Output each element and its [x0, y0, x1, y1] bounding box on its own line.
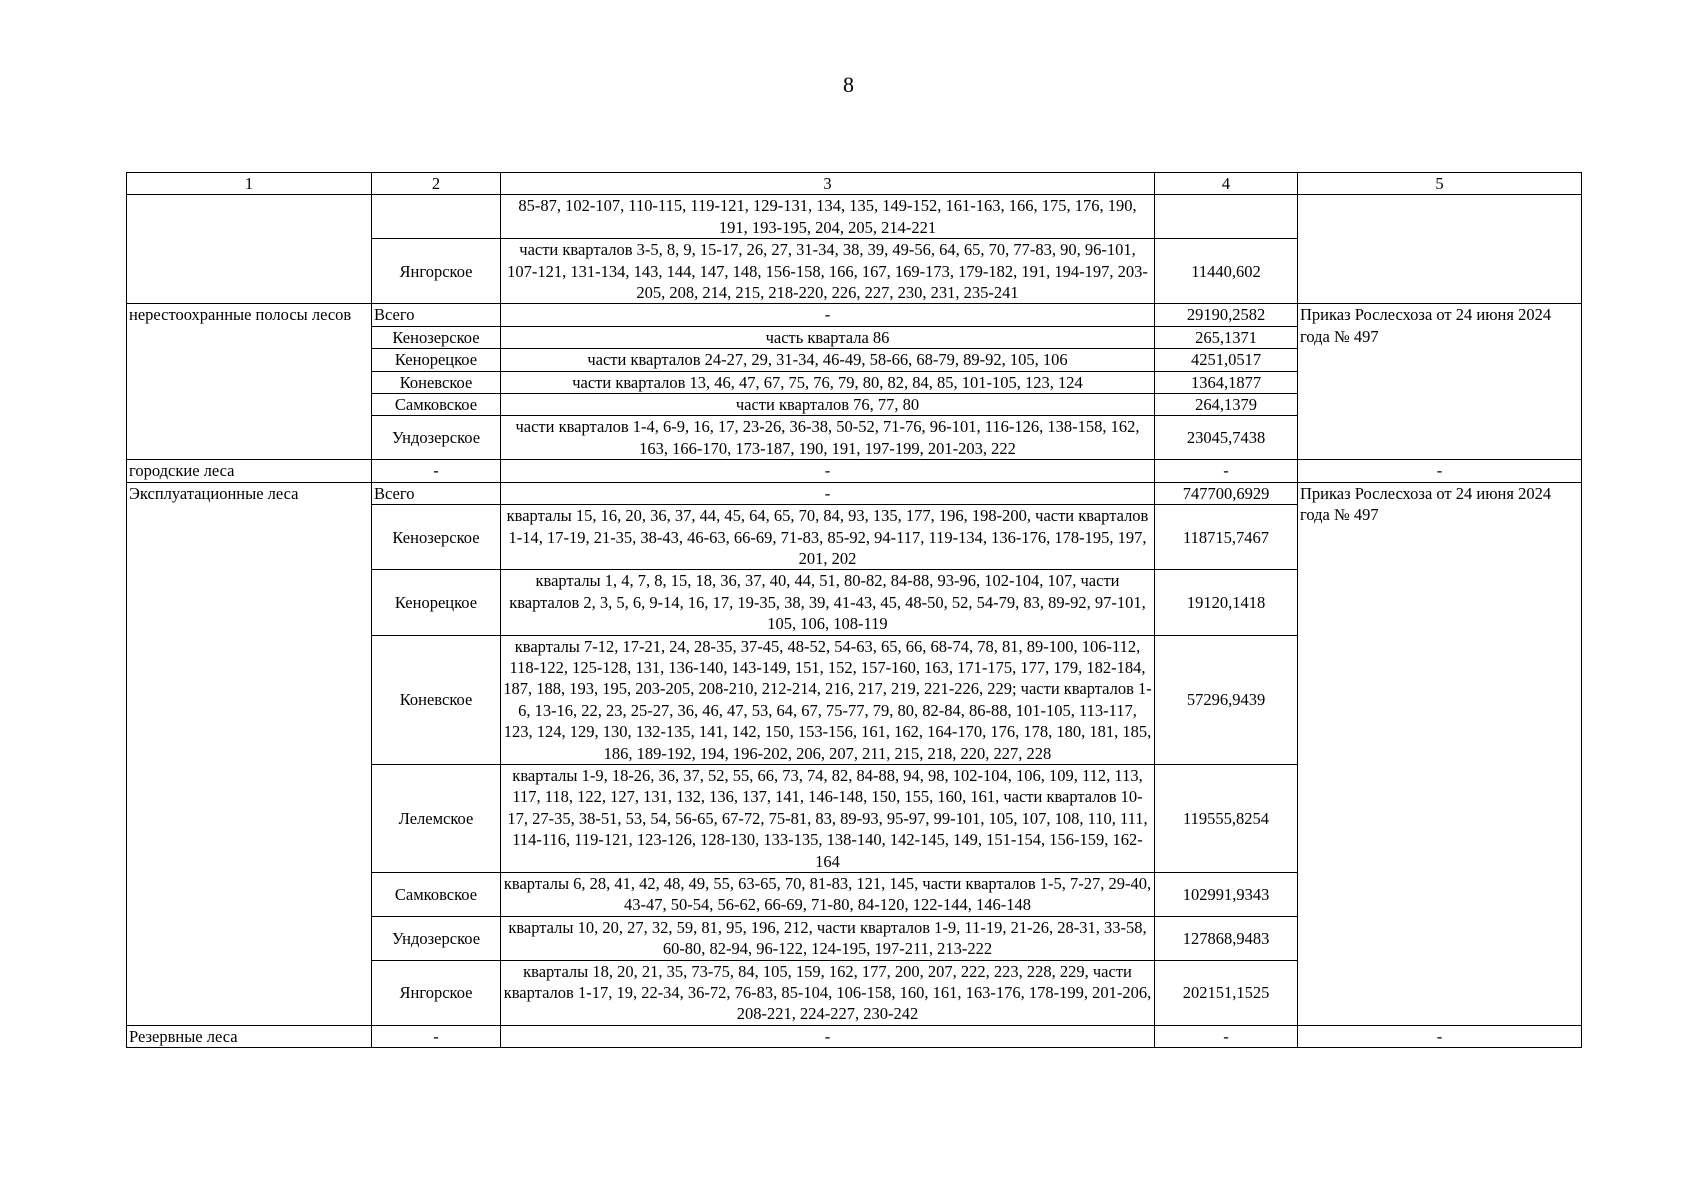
order-cell	[1298, 195, 1582, 304]
area-cell: 118715,7467	[1155, 505, 1298, 570]
area-cell: 127868,9483	[1155, 916, 1298, 960]
area-cell: 1364,1877	[1155, 371, 1298, 393]
district-cell: Янгорское	[372, 239, 501, 304]
quarters-cell: части кварталов 24-27, 29, 31-34, 46-49, 58-66, 68-79, 89-92, 105, 106	[501, 349, 1155, 371]
district-cell: Всего	[372, 304, 501, 326]
quarters-cell: кварталы 10, 20, 27, 32, 59, 81, 95, 196, 212, части кварталов 1-9, 11-19, 21-26, 28-31, 33-58, 60-80, 82-94, 96-122, 124-195, 197-211, 213-222	[501, 916, 1155, 960]
quarters-cell: кварталы 15, 16, 20, 36, 37, 44, 45, 64, 65, 70, 84, 93, 135, 177, 196, 198-200, части кварталов 1-14, 17-19, 21-35, 38-43, 46-63, 66-69, 71-83, 85-92, 94-117, 119-134, 136-176, 178-195, 197, 201, 202	[501, 505, 1155, 570]
area-cell: 747700,6929	[1155, 482, 1298, 504]
category-cell: нерестоохранные полосы лесов	[127, 304, 372, 460]
category-cell: городские леса	[127, 460, 372, 482]
quarters-cell: 85-87, 102-107, 110-115, 119-121, 129-131, 134, 135, 149-152, 161-163, 166, 175, 176, 190, 191, 193-195, 204, 205, 214-221	[501, 195, 1155, 239]
table-row	[127, 482, 1582, 504]
district-cell: Кенорецкое	[372, 349, 501, 371]
header-row	[127, 173, 1582, 195]
district-cell: Янгорское	[372, 960, 501, 1025]
order-cell: Приказ Рослесхоза от 24 июня 2024 года № 497	[1298, 482, 1582, 1025]
district-cell: Ундозерское	[372, 916, 501, 960]
category-cell	[127, 195, 372, 304]
header-cell: 4	[1155, 173, 1298, 195]
area-cell: 19120,1418	[1155, 570, 1298, 635]
area-cell: 29190,2582	[1155, 304, 1298, 326]
header-cell: 3	[501, 173, 1155, 195]
quarters-cell: кварталы 6, 28, 41, 42, 48, 49, 55, 63-65, 70, 81-83, 121, 145, части кварталов 1-5, 7-27, 29-40, 43-47, 50-54, 56-62, 66-69, 71-80, 84-120, 122-144, 146-148	[501, 873, 1155, 917]
quarters-cell: часть квартала 86	[501, 326, 1155, 348]
area-cell: 264,1379	[1155, 394, 1298, 416]
quarters-cell: части кварталов 76, 77, 80	[501, 394, 1155, 416]
area-cell	[1155, 195, 1298, 239]
district-cell: Коневское	[372, 635, 501, 764]
district-cell: Кенозерское	[372, 505, 501, 570]
category-cell: Резервные леса	[127, 1025, 372, 1047]
order-cell: -	[1298, 1025, 1582, 1047]
quarters-cell: кварталы 7-12, 17-21, 24, 28-35, 37-45, 48-52, 54-63, 65, 66, 68-74, 78, 81, 89-100, 106-112, 118-122, 125-128, 131, 136-140, 143-149, 151, 152, 157-160, 163, 171-175, 177, 179, 182-184, 187, 188, 193, 195, 203-205, 208-210, 212-214, 216, 217, 219, 221-226, 229; части кварталов 1-6, 13-16, 22, 23, 25-27, 36, 46, 47, 53, 64, 67, 75-77, 79, 80, 82-84, 86-88, 101-105, 113-117, 123, 124, 129, 130, 132-135, 141, 142, 150, 153-156, 161, 162, 164-170, 176, 178, 180, 181, 185, 186, 189-192, 194, 196-202, 206, 207, 211, 215, 218, 220, 227, 228	[501, 635, 1155, 764]
district-cell: Всего	[372, 482, 501, 504]
district-cell: Лелемское	[372, 764, 501, 872]
header-cell: 2	[372, 173, 501, 195]
table-row	[127, 1025, 1582, 1047]
table-row	[127, 195, 1582, 239]
quarters-cell: части кварталов 1-4, 6-9, 16, 17, 23-26, 36-38, 50-52, 71-76, 96-101, 116-126, 138-158, 162, 163, 166-170, 173-187, 190, 191, 197-199, 201-203, 222	[501, 416, 1155, 460]
area-cell: 4251,0517	[1155, 349, 1298, 371]
district-cell: -	[372, 460, 501, 482]
table-row	[127, 304, 1582, 326]
district-cell: Самковское	[372, 394, 501, 416]
district-cell: -	[372, 1025, 501, 1047]
area-cell: 202151,1525	[1155, 960, 1298, 1025]
area-cell: 23045,7438	[1155, 416, 1298, 460]
header-cell: 1	[127, 173, 372, 195]
area-cell: 102991,9343	[1155, 873, 1298, 917]
quarters-cell: кварталы 1-9, 18-26, 36, 37, 52, 55, 66, 73, 74, 82, 84-88, 94, 98, 102-104, 106, 109, 112, 113, 117, 118, 122, 127, 131, 132, 136, 137, 141, 146-148, 150, 155, 160, 161, части кварталов 10-17, 27-35, 38-51, 53, 54, 56-65, 67-72, 75-81, 83, 89-93, 95-97, 99-101, 105, 107, 108, 110, 111, 114-116, 119-121, 123-126, 128-130, 133-135, 138-140, 142-145, 149, 151-154, 156-159, 162-164	[501, 764, 1155, 872]
forest-table	[126, 172, 1582, 1048]
quarters-cell: -	[501, 304, 1155, 326]
district-cell: Ундозерское	[372, 416, 501, 460]
area-cell: 11440,602	[1155, 239, 1298, 304]
quarters-cell: кварталы 18, 20, 21, 35, 73-75, 84, 105, 159, 162, 177, 200, 207, 222, 223, 228, 229, части кварталов 1-17, 19, 22-34, 36-72, 76-83, 85-104, 106-158, 160, 161, 163-176, 178-199, 201-206, 208-221, 224-227, 230-242	[501, 960, 1155, 1025]
table-row	[127, 460, 1582, 482]
district-cell: Самковское	[372, 873, 501, 917]
order-cell: -	[1298, 460, 1582, 482]
category-cell: Эксплуатационные леса	[127, 482, 372, 1025]
quarters-cell: -	[501, 482, 1155, 504]
area-cell: -	[1155, 460, 1298, 482]
header-cell: 5	[1298, 173, 1582, 195]
area-cell: 265,1371	[1155, 326, 1298, 348]
order-cell: Приказ Рослесхоза от 24 июня 2024 года № 497	[1298, 304, 1582, 460]
quarters-cell: -	[501, 1025, 1155, 1047]
quarters-cell: -	[501, 460, 1155, 482]
quarters-cell: кварталы 1, 4, 7, 8, 15, 18, 36, 37, 40, 44, 51, 80-82, 84-88, 93-96, 102-104, 107, части кварталов 2, 3, 5, 6, 9-14, 16, 17, 19-35, 38, 39, 41-43, 45, 48-50, 52, 54-79, 83, 89-92, 97-101, 105, 106, 108-119	[501, 570, 1155, 635]
area-cell: 57296,9439	[1155, 635, 1298, 764]
district-cell: Кенорецкое	[372, 570, 501, 635]
quarters-cell: части кварталов 13, 46, 47, 67, 75, 76, 79, 80, 82, 84, 85, 101-105, 123, 124	[501, 371, 1155, 393]
district-cell: Коневское	[372, 371, 501, 393]
quarters-cell: части кварталов 3-5, 8, 9, 15-17, 26, 27, 31-34, 38, 39, 49-56, 64, 65, 70, 77-83, 90, 96-101, 107-121, 131-134, 143, 144, 147, 148, 156-158, 166, 167, 169-173, 179-182, 191, 194-197, 203-205, 208, 214, 215, 218-220, 226, 227, 230, 231, 235-241	[501, 239, 1155, 304]
page-number: 8	[843, 72, 854, 97]
district-cell	[372, 195, 501, 239]
district-cell: Кенозерское	[372, 326, 501, 348]
area-cell: 119555,8254	[1155, 764, 1298, 872]
area-cell: -	[1155, 1025, 1298, 1047]
